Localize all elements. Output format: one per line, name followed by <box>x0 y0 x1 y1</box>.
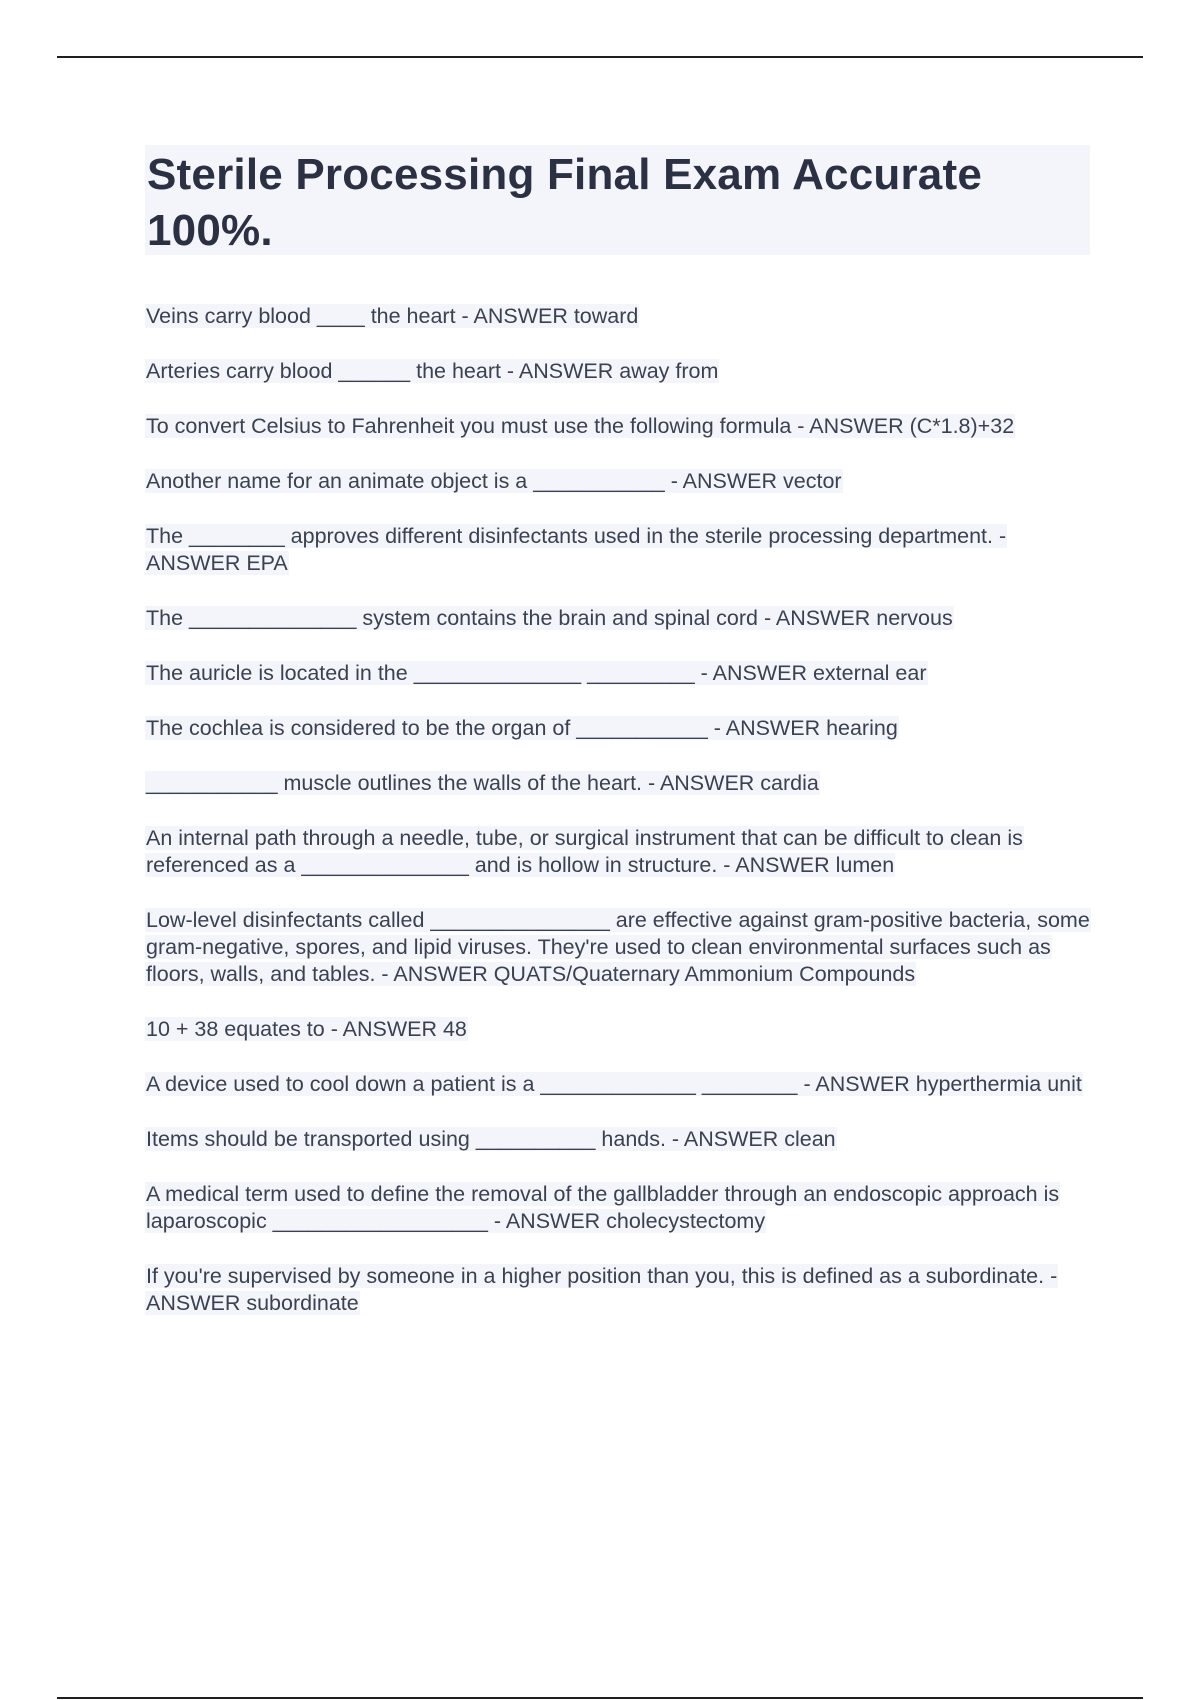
question-item: To convert Celsius to Fahrenheit you must use the following formula - ANSWER (C*1.8)+32 <box>146 414 1015 438</box>
question-item: 10 + 38 equates to - ANSWER 48 <box>146 1017 467 1041</box>
question-item: The ______________ system contains the brain and spinal cord - ANSWER nervous <box>146 606 953 630</box>
question-item: Veins carry blood ____ the heart - ANSWER toward <box>146 304 639 328</box>
document-body <box>145 145 1090 1345</box>
question-item: A medical term used to define the removal of the gallbladder through an endoscopic approach is laparoscopic __________________ - ANSWER cholecystectomy <box>146 1182 1060 1233</box>
question-item: Items should be transported using __________ hands. - ANSWER clean <box>146 1127 836 1151</box>
question-item: If you're supervised by someone in a higher position than you, this is defined as a subordinate. - ANSWER subordinate <box>146 1264 1058 1315</box>
question-item: ___________ muscle outlines the walls of the heart. - ANSWER cardia <box>146 771 819 795</box>
question-item: The auricle is located in the ______________ _________ - ANSWER external ear <box>146 661 927 685</box>
question-item: Another name for an animate object is a ___________ - ANSWER vector <box>146 469 842 493</box>
bottom-rule <box>57 1697 1143 1699</box>
question-item: The ________ approves different disinfectants used in the sterile processing department. - ANSWER EPA <box>146 524 1007 575</box>
question-item: An internal path through a needle, tube, or surgical instrument that can be difficult to clean is referenced as a ______________ and is hollow in structure. - ANSWER lumen <box>146 826 1023 877</box>
question-list <box>145 303 1090 1317</box>
question-item: Low-level disinfectants called _______________ are effective against gram-positive bacteria, some gram-negative, spores, and lipid viruses. They're used to clean environmental surfaces such as floors, walls, and tables. - ANSWER QUATS/Quaternary Ammonium Compounds <box>146 908 1090 986</box>
question-item: A device used to cool down a patient is a _____________ ________ - ANSWER hyperthermia unit <box>146 1072 1082 1096</box>
document-title: Sterile Processing Final Exam Accurate 100%. <box>147 150 982 255</box>
question-item: Arteries carry blood ______ the heart - ANSWER away from <box>146 359 719 383</box>
title-block <box>145 145 1090 255</box>
question-item: The cochlea is considered to be the organ of ___________ - ANSWER hearing <box>146 716 898 740</box>
top-rule <box>57 56 1143 58</box>
